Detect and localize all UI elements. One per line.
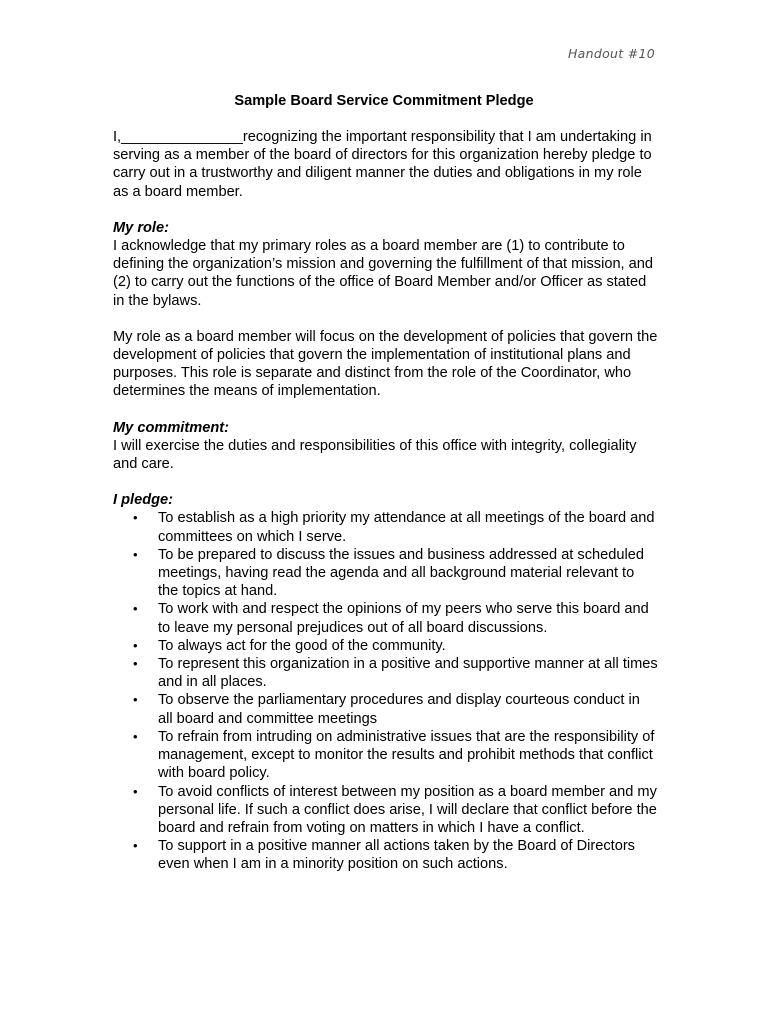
list-item — [113, 691, 658, 727]
pledge-item-text: To be prepared to discuss the issues and business addressed at scheduled meetings, having read the agenda and all background material relevant to the topics at hand. — [158, 546, 644, 600]
bullet-icon: • — [133, 656, 138, 672]
document-title: Sample Board Service Commitment Pledge — [234, 93, 534, 109]
pledge-item-text: To represent this organization in a positive and supportive manner at all times and in all places. — [158, 656, 658, 691]
bullet-icon: • — [133, 601, 138, 617]
list-item — [113, 655, 658, 691]
intro-paragraph: I,_______________recognizing the important responsibility that I am undertaking in serving as a member of the board of directors for this organization hereby pledge to carry out in a trustworthy and diligent manner the duties and obligations in my role as a board member. — [113, 129, 652, 200]
my-role-paragraph-2: My role as a board member will focus on the development of policies that govern the development of policies that govern the implementation of institutional plans and purposes. This role is separate and distinct from the role of the Coordinator, who determines the means of implementation. — [113, 328, 658, 400]
list-item — [113, 509, 658, 545]
my-commitment-paragraph: I will exercise the duties and responsibilities of this office with integrity, collegiality and care. — [113, 437, 637, 473]
list-item — [113, 600, 658, 636]
my-role-heading: My role: — [113, 219, 169, 236]
list-item — [113, 837, 658, 873]
pledge-item-text: To observe the parliamentary procedures and display courteous conduct in all board and committee meetings — [158, 692, 640, 727]
pledge-item-text: To establish as a high priority my attendance at all meetings of the board and committees on which I serve. — [158, 510, 655, 545]
list-item — [113, 728, 658, 783]
pledge-list — [113, 509, 658, 873]
my-commitment-heading: My commitment: — [113, 419, 229, 436]
list-item — [113, 783, 658, 838]
list-item — [113, 637, 658, 655]
document-body — [113, 128, 658, 874]
pledge-item-text: To refrain from intruding on administrative issues that are the responsibility of management, except to monitor the results and prohibit methods that conflict with board policy. — [158, 728, 655, 782]
bullet-icon: • — [133, 728, 138, 744]
pledge-heading: I pledge: — [113, 492, 173, 509]
bullet-icon: • — [133, 692, 138, 708]
bullet-icon: • — [133, 637, 138, 653]
bullet-icon: • — [133, 838, 138, 854]
pledge-item-text: To support in a positive manner all actions taken by the Board of Directors even when I am in a minority position on such actions. — [158, 838, 635, 873]
pledge-item-text: To avoid conflicts of interest between my position as a board member and my personal life. If such a conflict does arise, I will declare that conflict before the board and refrain from voting on matters in which I have a conflict. — [158, 783, 657, 836]
handout-label: Handout #10 — [567, 46, 655, 61]
list-item — [113, 546, 658, 601]
my-role-paragraph-1: I acknowledge that my primary roles as a board member are (1) to contribute to defining the organization’s mission and governing the fulfillment of that mission, and (2) to carry out the functions of the office of Board Member and/or Officer as stated in the bylaws. — [113, 238, 654, 309]
bullet-icon: • — [133, 783, 138, 799]
bullet-icon: • — [133, 510, 138, 526]
bullet-icon: • — [133, 546, 138, 562]
pledge-item-text: To work with and respect the opinions of my peers who serve this board and to leave my personal prejudices out of all board discussions. — [158, 601, 649, 636]
pledge-item-text: To always act for the good of the community. — [158, 637, 446, 654]
